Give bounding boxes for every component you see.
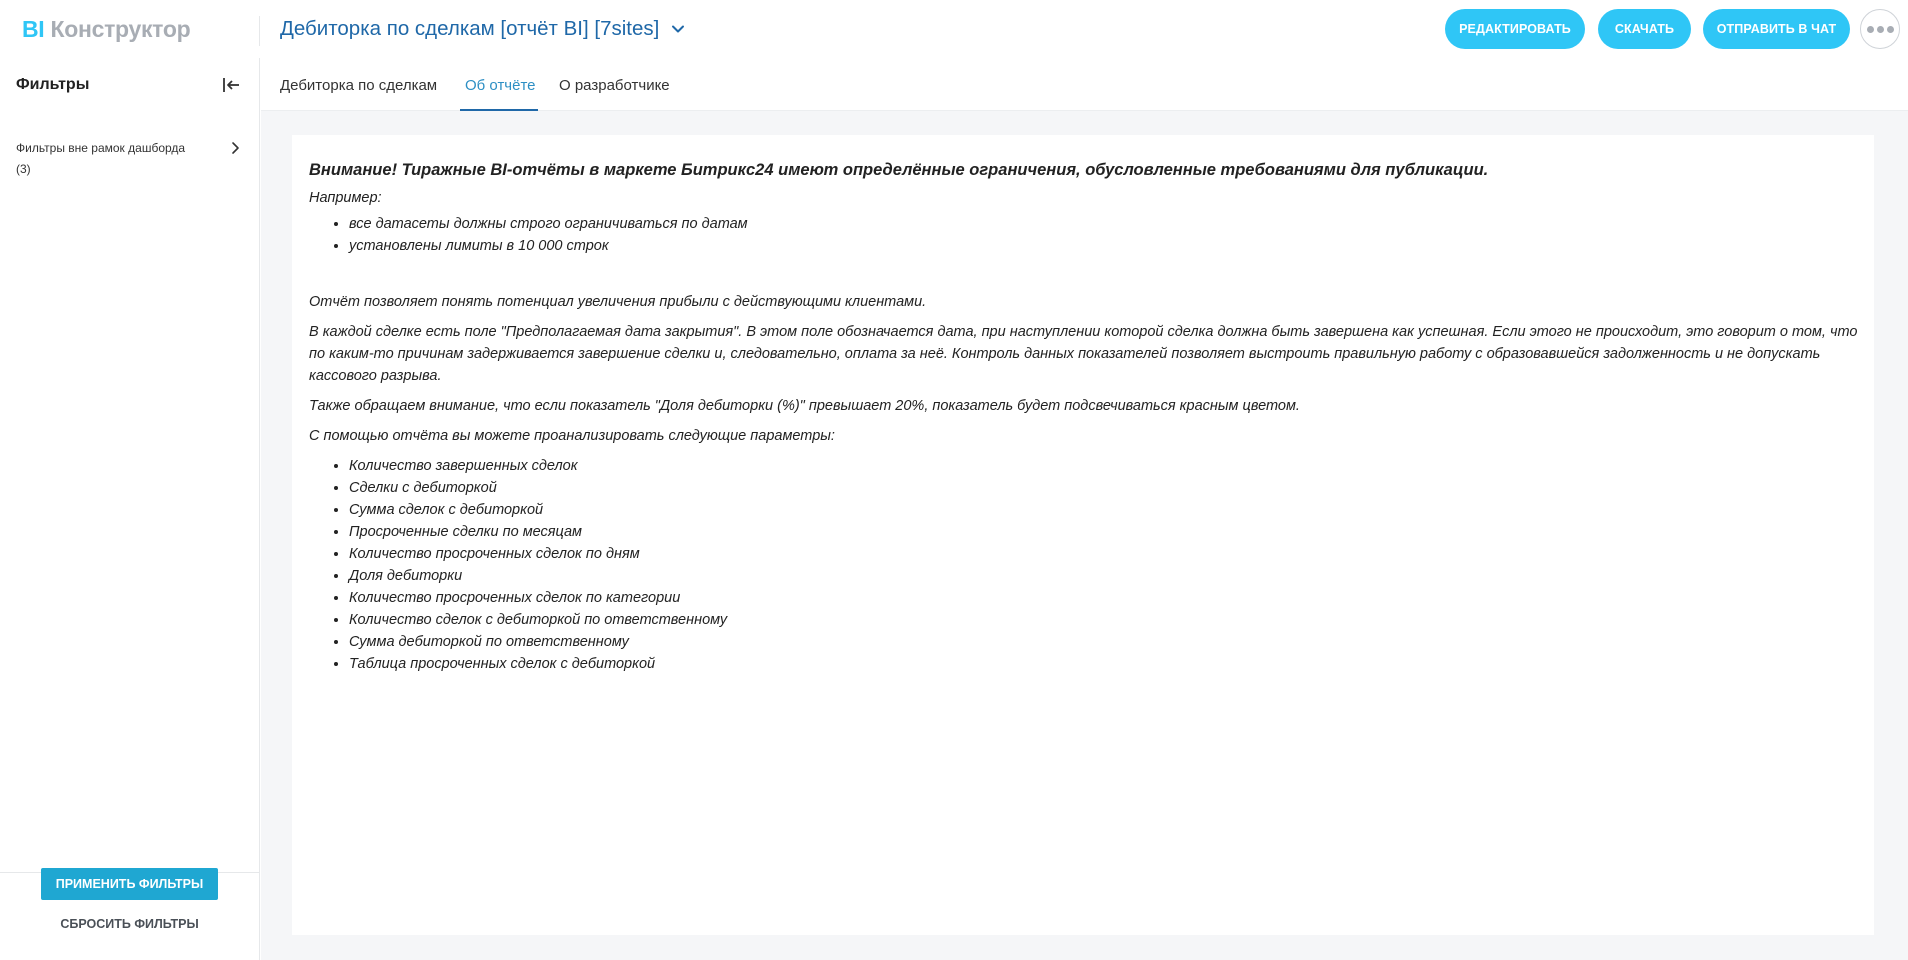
tab-about-report[interactable]: Об отчёте — [465, 77, 536, 94]
example-label: Например: — [309, 190, 382, 206]
outside-filters-item[interactable] — [16, 138, 246, 180]
app-header — [0, 0, 1908, 58]
list-item: • Количество просроченных сделок по дням — [349, 543, 1859, 565]
list-item: • все датасеты должны строго ограничиваться по датам — [349, 213, 1859, 235]
reset-filters-button[interactable]: СБРОСИТЬ ФИЛЬТРЫ — [41, 911, 218, 937]
chevron-right-icon — [227, 140, 243, 156]
more-dots-icon — [1887, 26, 1894, 33]
collapse-sidebar-icon[interactable] — [220, 74, 242, 96]
send-to-chat-button[interactable]: ОТПРАВИТЬ В ЧАТ — [1703, 9, 1850, 49]
logo — [22, 16, 190, 43]
list-item: • Доля дебиторки — [349, 565, 1859, 587]
filters-sidebar — [0, 58, 260, 960]
outside-filters-label: Фильтры вне рамок дашборда — [16, 141, 186, 155]
paragraph: С помощью отчёта вы можете проанализировать следующие параметры: — [309, 428, 835, 444]
list-item: • Сумма сделок с дебиторкой — [349, 499, 1859, 521]
list-item: • установлены лимиты в 10 000 строк — [349, 235, 1859, 257]
paragraph: Отчёт позволяет понять потенциал увеличения прибыли с действующими клиентами. — [309, 294, 927, 310]
apply-filters-button[interactable]: ПРИМЕНИТЬ ФИЛЬТРЫ — [41, 868, 218, 900]
logo-text: Конструктор — [50, 16, 191, 42]
header-divider — [259, 16, 260, 46]
list-item: • Просроченные сделки по месяцам — [349, 521, 1859, 543]
more-dots-icon — [1867, 26, 1874, 33]
outside-filters-count: (3) — [16, 162, 31, 176]
tab-debts-by-deals[interactable]: Дебиторка по сделкам — [280, 77, 438, 94]
more-menu-button[interactable] — [1860, 9, 1900, 49]
paragraph: Также обращаем внимание, что если показатель "Доля дебиторки (%)" превышает 20%, показатель будет подсвечиваться красным цветом. — [309, 398, 1300, 414]
edit-button[interactable]: РЕДАКТИРОВАТЬ — [1445, 9, 1585, 49]
list-item: • Сделки с дебиторкой — [349, 477, 1859, 499]
list-item: • Таблица просроченных сделок с дебиторкой — [349, 653, 1859, 675]
list-item: • Количество сделок с дебиторкой по ответственному — [349, 609, 1859, 631]
download-button[interactable]: СКАЧАТЬ — [1598, 9, 1691, 49]
params-list — [349, 455, 1859, 675]
limits-list — [349, 213, 1859, 257]
about-report-text — [309, 159, 1859, 685]
warning-text: Внимание! Тиражные BI-отчёты в маркете Битрикс24 имеют определённые ограничения, обусловленные требованиями для публикации. — [309, 161, 1489, 179]
report-title[interactable]: Дебиторка по сделкам [отчёт BI] [7sites] — [280, 17, 660, 40]
filters-title: Фильтры — [16, 76, 90, 93]
paragraph: В каждой сделке есть поле "Предполагаемая дата закрытия". В этом поле обозначается дата, при наступлении которой сделка должна быть завершена как успешная. Если этого не происходит, это говорит о том, что по каким-то причинам задерживается завершение сделки и, следовательно, оплата за неё. Контроль данных показателей позволяет выстроить правильную работу с образовавшейся задолженность и не допускать кассового разрыва. — [309, 324, 1858, 384]
chevron-down-icon[interactable] — [668, 19, 688, 39]
report-tabs — [261, 58, 1908, 111]
logo-bi: BI — [22, 16, 45, 42]
about-report-card — [292, 135, 1874, 935]
list-item: • Сумма дебиторкой по ответственному — [349, 631, 1859, 653]
list-item: • Количество завершенных сделок — [349, 455, 1859, 477]
spacer — [309, 267, 1859, 291]
more-dots-icon — [1877, 26, 1884, 33]
tab-about-developer[interactable]: О разработчике — [559, 77, 670, 94]
list-item: • Количество просроченных сделок по категории — [349, 587, 1859, 609]
